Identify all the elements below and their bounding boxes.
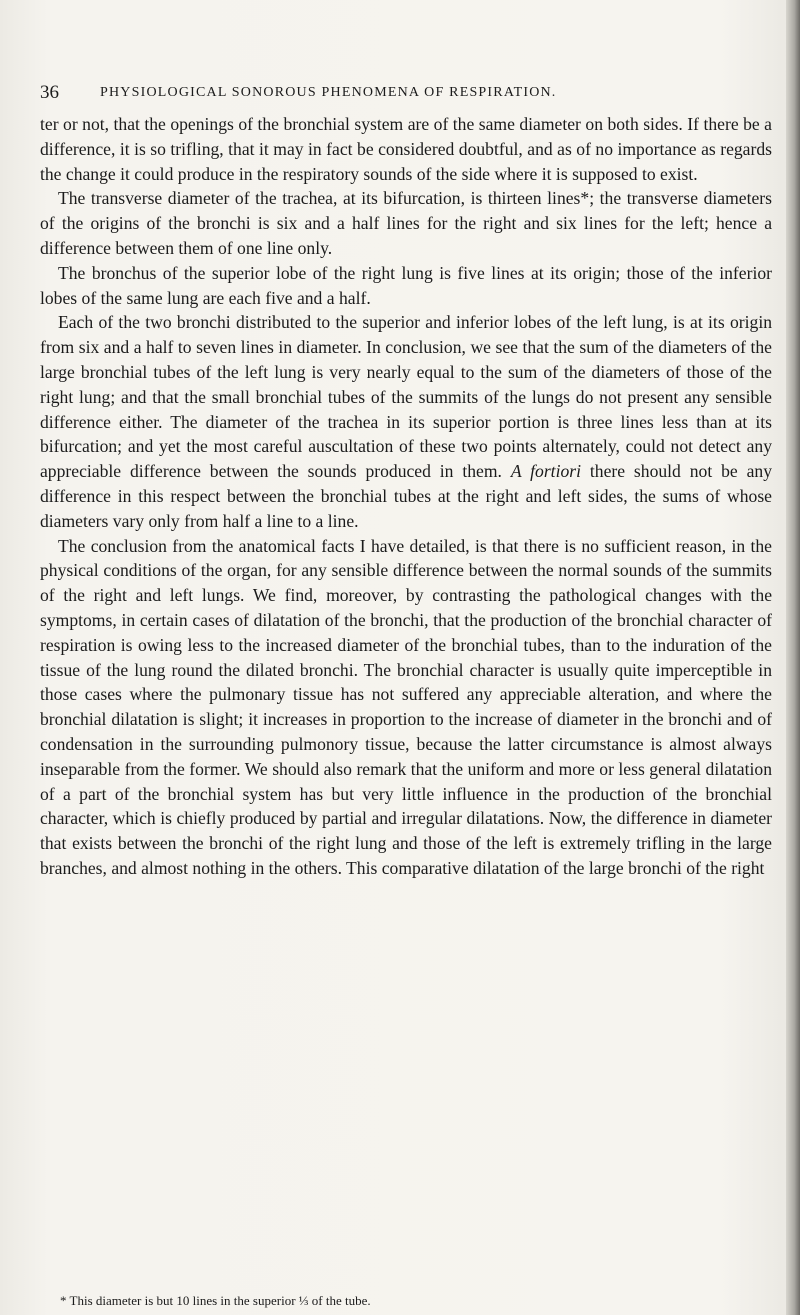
body-text <box>40 112 772 881</box>
page-edge <box>786 0 800 1315</box>
paragraph: The conclusion from the anatomical facts I have detailed, is that there is no sufficient reason, in the physical conditions of the organ, for any sensible difference between the normal sounds of the summits of the right and left lungs. We find, moreover, by contrasting the pathological changes with the symptoms, in certain cases of dilatation of the bronchi, that the production of the bronchial character of respiration is owing less to the increased diameter of the bronchial tubes, than to the induration of the tissue of the lung round the dilated bronchi. The bronchial character is usually quite imperceptible in those cases where the pulmonary tissue has not suffered any appreciable alteration, and where the bronchial dilatation is slight; it increases in proportion to the increase of diameter in the bronchi and of condensation in the surrounding pulmonory tissue, because the latter circumstance is almost always inseparable from the former. We should also remark that the uniform and more or less general dilatation of a part of the bronchial system has but very little influence in the production of the bronchial character, which is chiefly produced by partial and irregular dilatations. Now, the difference in diameter that exists between the bronchi of the right lung and those of the left is extremely trifling in the large branches, and almost nothing in the others. This comparative dilatation of the large bronchi of the right <box>40 535 772 878</box>
page-number: 36 <box>40 82 59 103</box>
paragraph-text: Each of the two bronchi distributed to the superior and inferior lobes of the left lung, is at its origin from six and a half to seven lines in diameter. In conclusion, we see that the sum of the diameters of the large bronchial tubes of the left lung is very nearly equal to the sum of the diameters of those of the right lung; and that the small bronchial tubes of the summits of the lungs do not present any sensible difference either. The diameter of the trachea in its superior portion is three lines less than at its bifurcation; and yet the most careful auscultation of these two points alternately, could not detect any appreciable difference between the sounds produced in them. <box>40 312 772 482</box>
paragraph <box>40 310 772 533</box>
paragraph: The bronchus of the superior lobe of the right lung is five lines at its origin; those of the inferior lobes of the same lung are each five and a half. <box>40 262 772 308</box>
running-title: PHYSIOLOGICAL SONOROUS PHENOMENA OF RESPIRATION. <box>100 85 557 100</box>
paragraph: The transverse diameter of the trachea, at its bifurcation, is thirteen lines*; the transverse diameters of the origins of the bronchi is six and a half lines for the right and six lines for the left; hence a difference between them of one line only. <box>40 188 772 258</box>
emphasis-text: A fortiori <box>510 461 581 482</box>
footnote: * This diameter is but 10 lines in the superior ⅓ of the tube. <box>60 1293 371 1308</box>
paragraph-text: there should not be any difference in this respect between the bronchial tubes at the right and left sides, the sums of whose diameters vary only from half a line to a line. <box>40 461 772 531</box>
paragraph: ter or not, that the openings of the bronchial system are of the same diameter on both sides. If there be a difference, it is so trifling, that it may in fact be considered doubtful, and as of no importance as regards the change it could produce in the respiratory sounds of the side where it is supposed to exist. <box>40 114 772 184</box>
page-header <box>36 82 766 108</box>
